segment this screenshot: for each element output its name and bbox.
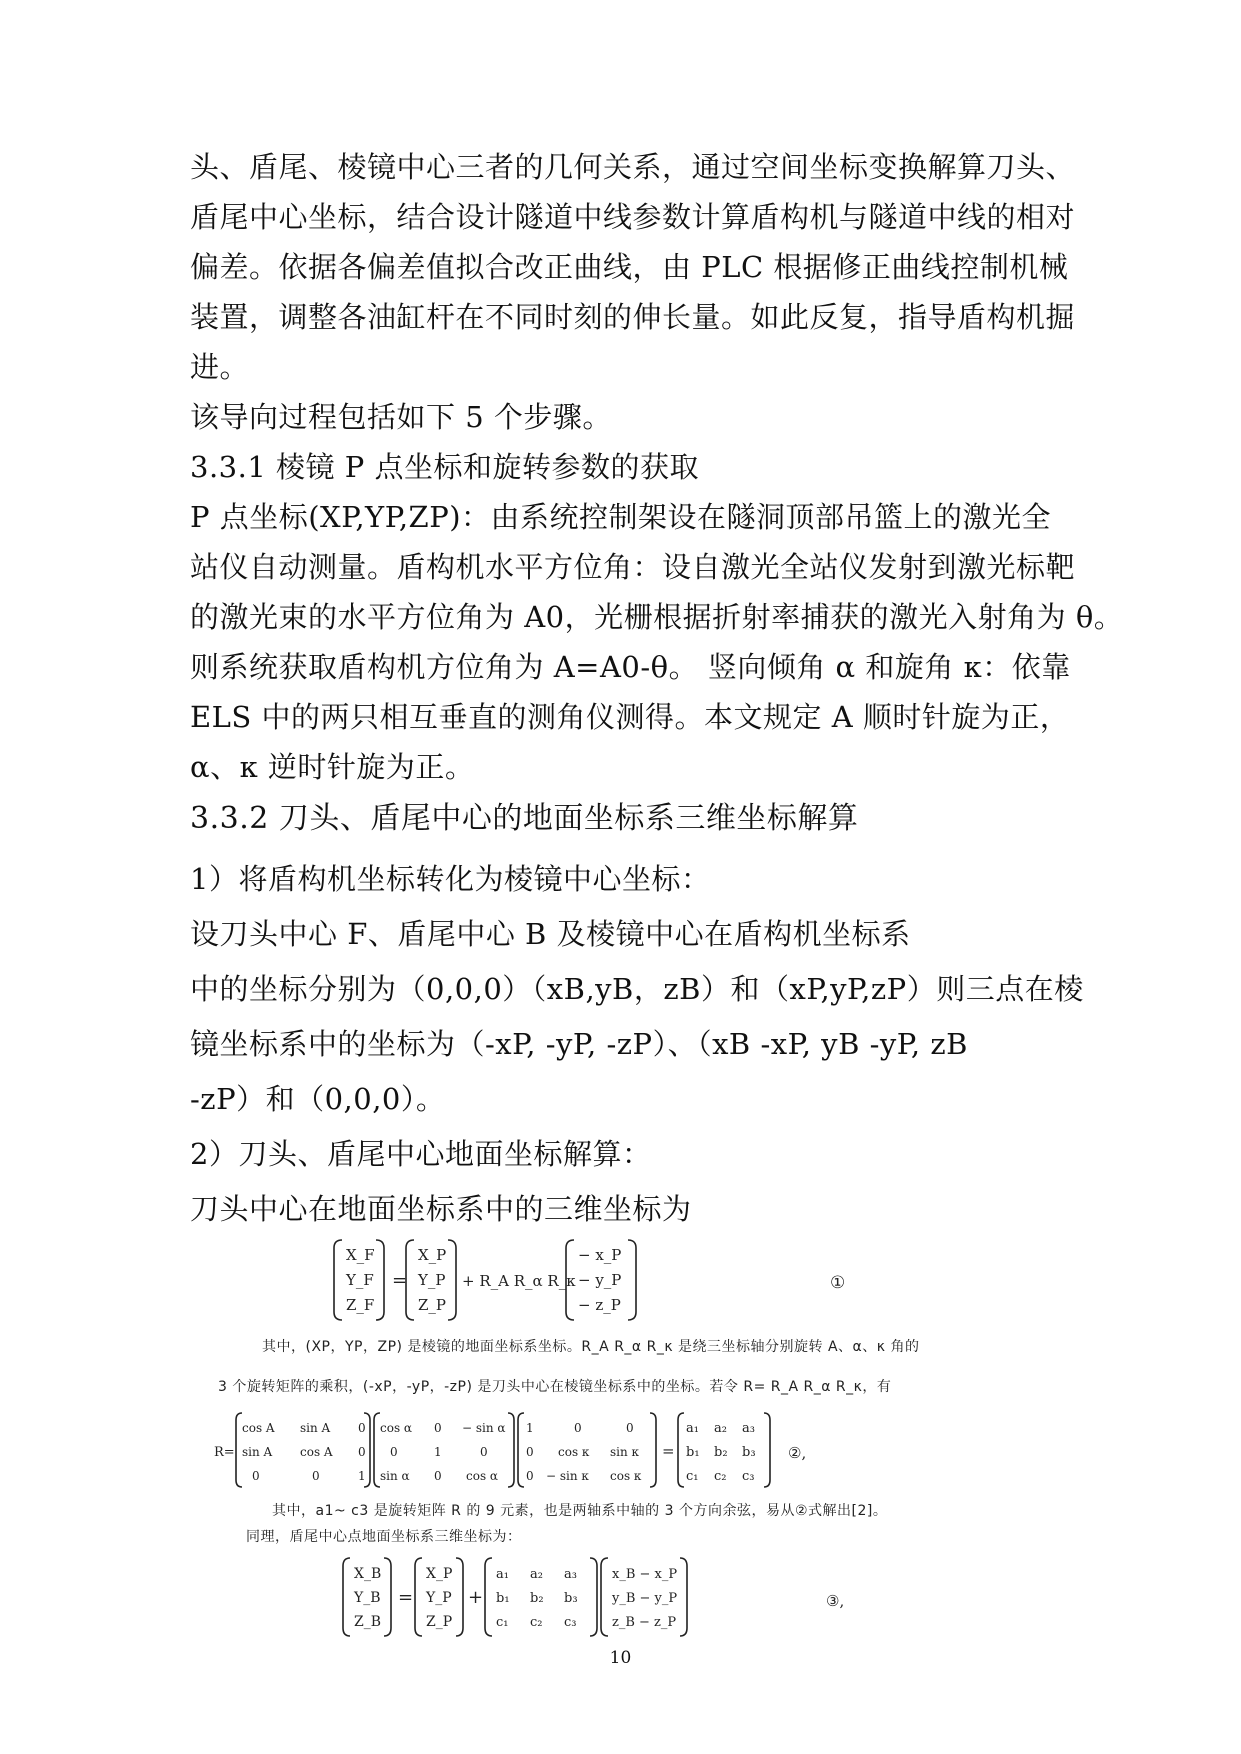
eq-symbol: − y_P	[578, 1271, 622, 1289]
eq-cell: sin α	[380, 1469, 410, 1483]
eq-cell: b₂	[714, 1445, 728, 1460]
eq-cell: a₂	[530, 1567, 543, 1582]
eq-cell: cos κ	[558, 1445, 590, 1459]
eq-cell: cos α	[466, 1469, 499, 1483]
eq-cell: 0	[312, 1469, 320, 1483]
equation-note: 其中，a1~ c3 是旋转矩阵 R 的 9 元素，也是两轴系中轴的 3 个方向余弦，易从②式解出[2]。	[272, 1503, 888, 1519]
body-line: 站仪自动测量。盾构机水平方位角：设自激光全站仪发射到激光标靶	[190, 550, 1076, 584]
eq-cell: b₃	[742, 1445, 756, 1460]
eq-cell: 0	[434, 1469, 442, 1483]
body-line: 盾尾中心坐标，结合设计隧道中线参数计算盾构机与隧道中线的相对	[190, 200, 1076, 234]
body-line: P 点坐标(XP,YP,ZP)：由系统控制架设在隧洞顶部吊篮上的激光全	[190, 500, 1052, 534]
eq-cell: 1	[526, 1421, 534, 1435]
eq-cell: 0	[626, 1421, 634, 1435]
eq-symbol: Z_P	[418, 1296, 447, 1314]
equation-note: 3 个旋转矩阵的乘积，(-xP，-yP，-zP) 是刀头中心在棱镜坐标系中的坐标。若令 R= R_A R_α R_κ，有	[218, 1379, 892, 1395]
eq-cell: 0	[390, 1445, 398, 1459]
body-line: 则系统获取盾构机方位角为 A=A0-θ。 竖向倾角 α 和旋角 κ：依靠	[190, 650, 1071, 684]
eq-cell: cos A	[242, 1421, 275, 1435]
eq-symbol: Z_B	[354, 1614, 382, 1630]
eq-cell: a₁	[496, 1567, 509, 1582]
equation-2	[212, 1410, 892, 1492]
body-line: 设刀头中心 F、盾尾中心 B 及棱镜中心在盾构机坐标系	[190, 917, 911, 951]
body-line: 镜坐标系中的坐标为（-xP, -yP, -zP）、（xB -xP, yB -yP, zB	[190, 1027, 968, 1061]
eq-cell: a₂	[714, 1421, 727, 1436]
eq-symbol: Y_F	[346, 1271, 374, 1289]
eq-cell: b₃	[564, 1591, 578, 1606]
eq-symbol: X_P	[418, 1246, 447, 1264]
eq-operator: =	[392, 1270, 408, 1291]
eq-symbol: Z_P	[426, 1614, 453, 1630]
eq-cell: c₂	[530, 1615, 543, 1630]
body-line: 该导向过程包括如下 5 个步骤。	[190, 400, 612, 434]
eq-cell: − sin α	[462, 1421, 506, 1435]
eq-cell: 0	[358, 1421, 366, 1435]
eq-cell: z_B − z_P	[612, 1615, 677, 1630]
eq-operator: +	[468, 1587, 484, 1608]
eq-cell: 0	[434, 1421, 442, 1435]
eq-cell: y_B − y_P	[612, 1591, 678, 1606]
section-heading: 3.3.1 棱镜 P 点坐标和旋转参数的获取	[190, 450, 699, 484]
body-line: -zP）和（0,0,0）。	[190, 1082, 446, 1116]
eq-cell: a₃	[742, 1421, 755, 1436]
eq-symbol: Z_F	[346, 1296, 375, 1314]
eq-cell: cos α	[380, 1421, 413, 1435]
body-line: 的激光束的水平方位角为 A0，光栅根据折射率捕获的激光入射角为 θ。	[190, 600, 1124, 634]
section-heading: 3.3.2 刀头、盾尾中心的地面坐标系三维坐标解算	[190, 801, 859, 836]
body-line: 装置，调整各油缸杆在不同时刻的伸长量。如此反复，指导盾构机掘	[190, 300, 1076, 334]
eq-cell: a₁	[686, 1421, 699, 1436]
eq-cell: 1	[358, 1469, 366, 1483]
eq-symbol: R=	[214, 1445, 235, 1460]
eq-symbol: X_F	[346, 1246, 375, 1264]
eq-cell: c₁	[496, 1615, 509, 1630]
eq-symbol: Y_P	[418, 1271, 446, 1289]
equation-1	[330, 1238, 890, 1326]
eq-cell: c₂	[714, 1469, 727, 1484]
eq-cell: cos A	[300, 1445, 333, 1459]
eq-symbol: − z_P	[578, 1296, 621, 1314]
eq-cell: 0	[574, 1421, 582, 1435]
eq-symbol: − x_P	[578, 1246, 622, 1264]
eq-cell: c₃	[742, 1469, 755, 1484]
eq-cell: 0	[252, 1469, 260, 1483]
eq-cell: b₁	[686, 1445, 700, 1460]
eq-number: ②,	[788, 1444, 807, 1462]
eq-number: ①	[830, 1273, 846, 1293]
eq-cell: sin A	[242, 1445, 273, 1459]
body-line: ELS 中的两只相互垂直的测角仪测得。本文规定 A 顺时针旋为正，	[190, 700, 1070, 734]
eq-cell: − sin κ	[546, 1469, 589, 1483]
body-line: 刀头中心在地面坐标系中的三维坐标为	[190, 1192, 692, 1226]
equation-note: 其中，(XP，YP，ZP) 是棱镜的地面坐标系坐标。R_A R_α R_κ 是绕三坐标轴分别旋转 A、α、κ 角的	[262, 1339, 920, 1355]
eq-cell: b₂	[530, 1591, 544, 1606]
body-line: 进。	[190, 350, 250, 384]
eq-cell: c₃	[564, 1615, 577, 1630]
body-line: 偏差。依据各偏差值拟合改正曲线，由 PLC 根据修正曲线控制机械	[190, 250, 1069, 284]
eq-symbol: Y_B	[354, 1590, 381, 1606]
eq-cell: b₁	[496, 1591, 510, 1606]
eq-operator: =	[662, 1442, 675, 1460]
body-line: 头、盾尾、棱镜中心三者的几何关系，通过空间坐标变换解算刀头、	[190, 150, 1076, 184]
eq-symbol: X_P	[426, 1566, 453, 1582]
eq-rotation: + R_A R_α R_κ	[462, 1272, 576, 1290]
eq-cell: 0	[526, 1445, 534, 1459]
body-line: α、κ 逆时针旋为正。	[190, 750, 475, 784]
equation-note: 同理，盾尾中心点地面坐标系三维坐标为：	[246, 1529, 522, 1545]
page-number: 10	[609, 1648, 632, 1668]
eq-symbol: Y_P	[426, 1590, 452, 1606]
equation-3	[340, 1556, 880, 1642]
eq-cell: cos κ	[610, 1469, 642, 1483]
body-line: 2）刀头、盾尾中心地面坐标解算：	[190, 1137, 652, 1171]
eq-cell: 0	[480, 1445, 488, 1459]
eq-cell: sin κ	[610, 1445, 640, 1459]
eq-cell: sin A	[300, 1421, 331, 1435]
eq-cell: 1	[434, 1445, 442, 1459]
eq-cell: a₃	[564, 1567, 577, 1582]
body-line: 中的坐标分别为（0,0,0）（xB,yB，zB）和（xP,yP,zP）则三点在棱	[190, 972, 1084, 1006]
body-line: 1）将盾构机坐标转化为棱镜中心坐标：	[190, 862, 711, 896]
eq-symbol: X_B	[354, 1566, 382, 1582]
eq-cell: c₁	[686, 1469, 699, 1484]
eq-number: ③,	[826, 1592, 845, 1610]
eq-cell: 0	[358, 1445, 366, 1459]
eq-cell: x_B − x_P	[612, 1567, 678, 1582]
eq-operator: =	[398, 1587, 414, 1608]
eq-cell: 0	[526, 1469, 534, 1483]
